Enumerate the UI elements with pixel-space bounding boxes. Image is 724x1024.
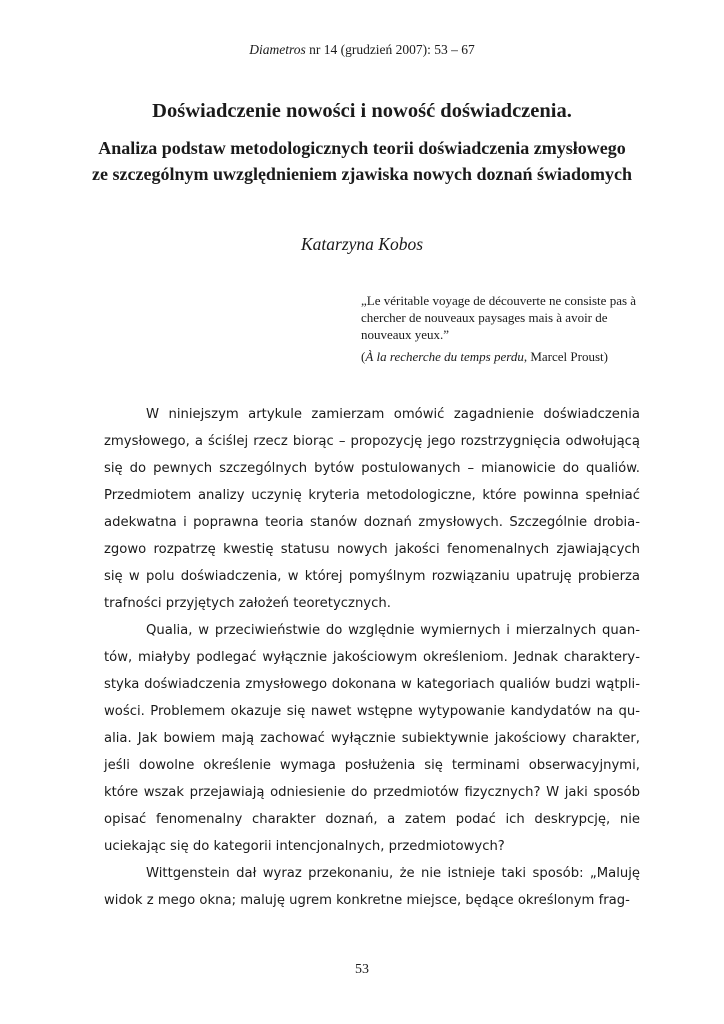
epigraph-paren: ( <box>361 349 366 364</box>
journal-details: nr 14 (grudzień 2007): 53 – 67 <box>305 42 475 57</box>
body-paragraph-1: W niniejszym artykule zamierzam omówić zagadnienie doświadczenia zmysłowego, a ściślej rzecz biorąc – propozycję jego rozstrzygnięcia odwołującą się do pewnych szczególnych bytów postulowanych – mianowicie do qualiów. Przedmiotem analizy uczynię kryteria metodologiczne, które powinna spełniać adekwatna i poprawna teoria stanów doznań zmysłowych. Szczególnie drobiazgowo rozpatrzę kwestię statusu nowych jakości fenomenalnych zjawiających się w polu doświadczenia, w której pomyślnym rozwiązaniu upatruję probierza trafności przyjętych założeń teoretycznych. <box>104 407 640 611</box>
epigraph-quote: „Le véritable voyage de découverte ne consiste pas à chercher de nouveaux paysages mais à avoir de nouveaux yeux.” <box>361 293 637 342</box>
article-title: Doświadczenie nowości i nowość doświadczenia. <box>152 100 572 122</box>
journal-name: Diametros <box>249 42 306 57</box>
article-subtitle: Analiza podstaw metodologicznych teorii doświadczenia zmysłowego ze szczególnym uwzględnieniem zjawiska nowych doznań świadomych <box>92 138 632 184</box>
body-paragraph-3: Wittgenstein dał wyraz przekonaniu, że nie istnieje taki sposób: „Maluję widok z mego okna; maluję ugrem konkretne miejsce, będące określonym frag- <box>104 866 640 908</box>
author-name: Katarzyna Kobos <box>300 234 424 254</box>
epigraph <box>361 292 651 365</box>
page-number: 53 <box>355 962 369 977</box>
article-body <box>104 401 640 914</box>
epigraph-source-author: , Marcel Proust) <box>523 349 608 364</box>
journal-header <box>0 42 724 58</box>
epigraph-source <box>361 348 651 365</box>
epigraph-source-title: À la recherche du temps perdu <box>365 349 524 364</box>
body-paragraph-2: Qualia, w przeciwieństwie do względnie wymiernych i mierzalnych quantów, miałyby podlegać wyłącznie jakościowym określeniom. Jednak charakterystyka doświadczenia zmysłowego dokonana w kategoriach qualiów budzi wątpliwości. Problemem okazuje się nawet wstępne wytypowanie kandydatów na qualia. Jak bowiem mają zachować wyłącznie subiektywnie jakościowy charakter, jeśli dowolne określenie wymaga posłużenia się terminami obserwacyjnymi, które wszak przejawiają odniesienie do przedmiotów fizycznych? W jaki sposób opisać fenomenalny charakter doznań, a zatem podać ich deskrypcję, nie uciekając się do kategorii intencjonalnych, przedmiotowych? <box>104 623 640 854</box>
